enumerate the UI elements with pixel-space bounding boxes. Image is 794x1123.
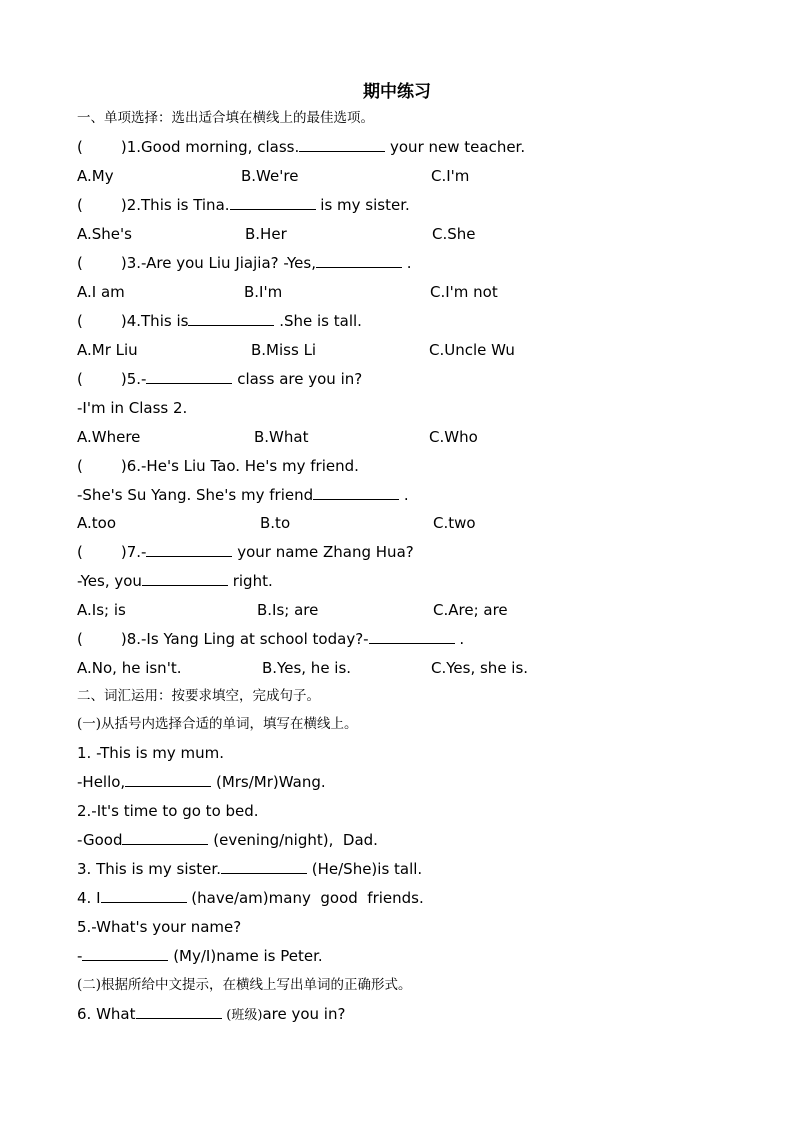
vocab-5b-post: (My/I)name is Peter. (168, 947, 323, 965)
q8-text: )8.-Is Yang Ling at school today?- (120, 630, 369, 648)
vocab-1b-post: (Mrs/Mr)Wang. (211, 773, 326, 791)
q1-option-b: B.We're (241, 167, 299, 185)
q2-option-b: B.Her (245, 225, 287, 243)
q5-option-c: C.Who (429, 428, 478, 446)
q3-text: )3.-Are you Liu Jiajia? -Yes, (120, 254, 316, 272)
answer-blank[interactable] (146, 542, 232, 557)
question-1 (77, 137, 525, 157)
part1-heading: 一、单项选择：选出适合填在横线上的最佳选项。 (77, 110, 374, 126)
q1-option-a: A.My (77, 167, 114, 185)
question-8 (77, 629, 464, 649)
answer-blank[interactable] (369, 629, 455, 644)
q4-option-b: B.Miss Li (251, 341, 317, 359)
vocab-4-pre: 4. I (77, 889, 101, 907)
q2-text: )2.This is Tina. (120, 196, 230, 214)
q2-option-c: C.She (432, 225, 476, 243)
q7-line2-text: -Yes, you (77, 572, 142, 590)
q7-line2 (77, 571, 273, 591)
paren-open: ( (77, 543, 83, 561)
vocab-item-1b (77, 772, 326, 792)
q5-text: )5.- (120, 370, 147, 388)
paren-open: ( (77, 370, 83, 388)
vocab-item-1a: 1. -This is my mum. (77, 744, 225, 762)
q7-text: )7.- (120, 543, 147, 561)
q4-text: )4.This is (120, 312, 189, 330)
vocab-5b-pre: - (77, 947, 83, 965)
answer-blank[interactable] (136, 1004, 222, 1019)
vocab-item-5a: 5.-What's your name? (77, 918, 242, 936)
q5-line2: -I'm in Class 2. (77, 399, 188, 417)
q6-option-c: C.two (433, 514, 476, 532)
q6-text: )6.-He's Liu Tao. He's my friend. (120, 457, 359, 475)
q5-option-a: A.Where (77, 428, 141, 446)
q3-option-a: A.I am (77, 283, 125, 301)
question-7 (77, 542, 414, 562)
q2-after: is my sister. (315, 196, 410, 214)
question-2 (77, 195, 410, 215)
q7-line2-after: right. (227, 572, 273, 590)
question-4 (77, 311, 362, 331)
paren-open: ( (77, 630, 83, 648)
q7-after: your name Zhang Hua? (232, 543, 414, 561)
vocab-2b-post: (evening/night), Dad. (208, 831, 378, 849)
q6-line2 (77, 485, 409, 505)
vocab-item-3 (77, 859, 422, 879)
q4-after: .She is tall. (274, 312, 362, 330)
q8-after: . (454, 630, 465, 648)
answer-blank[interactable] (101, 888, 187, 903)
question-6 (77, 456, 359, 476)
q8-option-a: A.No, he isn't. (77, 659, 182, 677)
vocab-2b-pre: -Good (77, 831, 123, 849)
q3-option-b: B.I'm (244, 283, 283, 301)
answer-blank[interactable] (221, 859, 307, 874)
vocab-1b-pre: -Hello, (77, 773, 126, 791)
part2-heading: 二、词汇运用：按要求填空，完成句子。 (77, 688, 320, 704)
answer-blank[interactable] (125, 772, 211, 787)
q5-after: class are you in? (232, 370, 363, 388)
q1-after: your new teacher. (385, 138, 526, 156)
vocab-item-2a: 2.-It's time to go to bed. (77, 802, 259, 820)
q3-after: . (401, 254, 412, 272)
q6-line2-text: -She's Su Yang. She's my friend (77, 486, 314, 504)
vocab-3-pre: 3. This is my sister. (77, 860, 221, 878)
answer-blank[interactable] (142, 571, 228, 586)
page-title: 期中练习 (363, 82, 431, 102)
q8-option-c: C.Yes, she is. (431, 659, 529, 677)
vocab-3-post: (He/She)is tall. (306, 860, 423, 878)
question-3 (77, 253, 412, 273)
paren-open: ( (77, 457, 83, 475)
vocab-item-5b (77, 946, 323, 966)
q4-option-c: C.Uncle Wu (429, 341, 515, 359)
q7-option-a: A.Is; is (77, 601, 126, 619)
question-5 (77, 369, 362, 389)
answer-blank[interactable] (146, 369, 232, 384)
answer-blank[interactable] (122, 830, 208, 845)
paren-open: ( (77, 254, 83, 272)
vocab-6-hint: (班级) (226, 1008, 263, 1023)
vocab-item-6 (77, 1004, 345, 1026)
vocab-item-4 (77, 888, 424, 908)
q5-option-b: B.What (254, 428, 309, 446)
q3-option-c: C.I'm not (430, 283, 498, 301)
answer-blank[interactable] (188, 311, 274, 326)
q4-option-a: A.Mr Liu (77, 341, 138, 359)
vocab-item-2b (77, 830, 378, 850)
q7-option-b: B.Is; are (257, 601, 319, 619)
q6-option-a: A.too (77, 514, 117, 532)
paren-open: ( (77, 138, 83, 156)
answer-blank[interactable] (316, 253, 402, 268)
q8-option-b: B.Yes, he is. (262, 659, 352, 677)
answer-blank[interactable] (230, 195, 316, 210)
answer-blank[interactable] (82, 946, 168, 961)
answer-blank[interactable] (299, 137, 385, 152)
q7-option-c: C.Are; are (433, 601, 508, 619)
paren-open: ( (77, 312, 83, 330)
answer-blank[interactable] (313, 485, 399, 500)
q6-option-b: B.to (260, 514, 291, 532)
q1-text: )1.Good morning, class. (120, 138, 300, 156)
part2-sub2: (二)根据所给中文提示，在横线上写出单词的正确形式。 (77, 977, 412, 993)
q1-option-c: C.I'm (431, 167, 470, 185)
vocab-6-post: are you in? (262, 1005, 346, 1023)
vocab-6-pre: 6. What (77, 1005, 136, 1023)
q2-option-a: A.She's (77, 225, 132, 243)
q6-line2-after: . (399, 486, 409, 504)
paren-open: ( (77, 196, 83, 214)
vocab-4-post: (have/am)many good friends. (186, 889, 424, 907)
part2-sub1: (一)从括号内选择合适的单词，填写在横线上。 (77, 716, 358, 732)
